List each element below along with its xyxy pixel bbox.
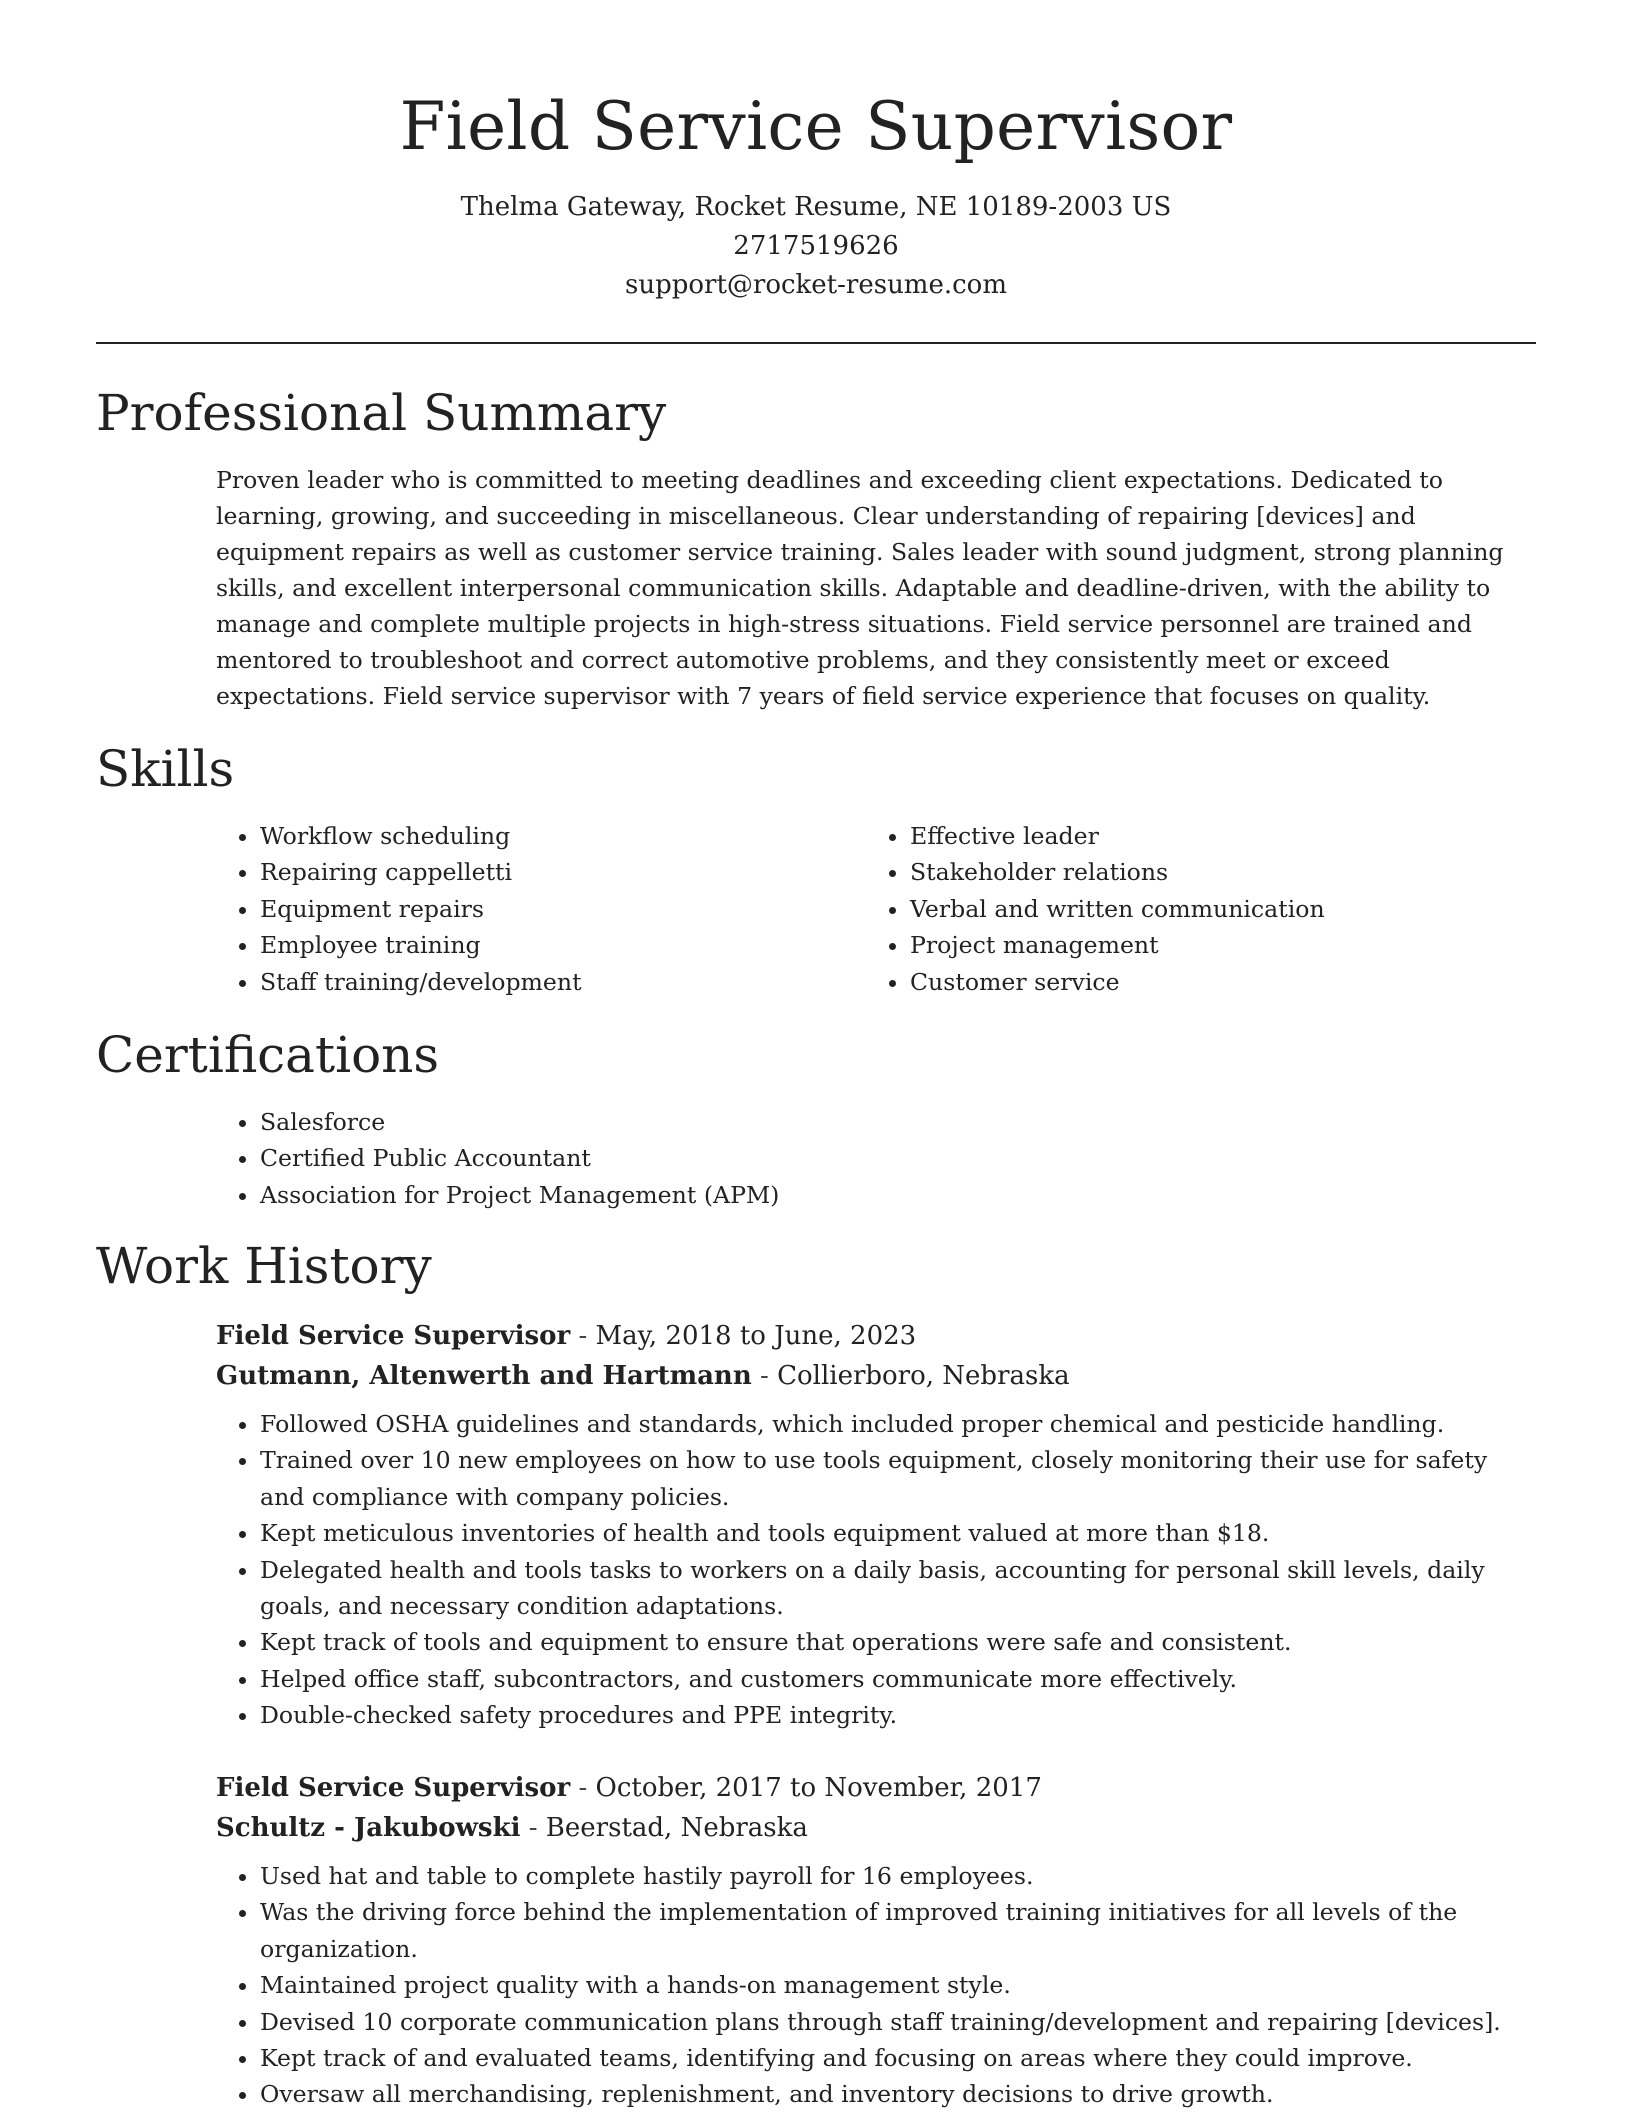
job-bullet: • Was the driving force behind the implementation of improved training initiatives for all levels of the organization. <box>260 1894 1538 1967</box>
separator: - <box>578 1321 596 1351</box>
candidate-name: Field Service Supervisor <box>399 88 1233 165</box>
separator: - <box>578 1773 596 1803</box>
job-dates: October, 2017 to November, 2017 <box>595 1773 1042 1803</box>
contact-email: support@rocket-resume.com <box>624 270 1007 300</box>
job-company: Schultz - Jakubowski <box>216 1813 521 1843</box>
job-title: Field Service Supervisor <box>216 1321 571 1351</box>
certification-item: • Certified Public Accountant <box>260 1140 1516 1176</box>
job-bullets <box>216 1858 1538 2112</box>
job-company: Gutmann, Altenwerth and Hartmann <box>216 1361 752 1391</box>
job-title-line <box>216 1316 1538 1356</box>
skill-item: • Equipment repairs <box>260 891 856 927</box>
section-title-work-history: Work History <box>96 1237 432 1295</box>
skill-item: • Staff training/development <box>260 964 856 1000</box>
separator: - <box>528 1813 546 1843</box>
skill-item: • Stakeholder relations <box>910 854 1506 890</box>
resume-header <box>0 0 1632 305</box>
job-bullet: • Kept track of tools and equipment to ensure that operations were safe and consistent. <box>260 1624 1538 1660</box>
section-title-skills: Skills <box>96 740 235 798</box>
summary-text: Proven leader who is committed to meeting deadlines and exceeding client expectations. Dedicated to learning, growing, and succeeding in miscellaneous. Clear understanding of repairing [devices] and equipment repairs as well as customer service training. Sales leader with sound judgment, strong planning skills, and excellent interpersonal communication skills. Adaptable and deadline-driven, with the ability to manage and complete multiple projects in high-stress situations. Field service personnel are trained and mentored to troubleshoot and correct automotive problems, and they consistently meet or exceed expectations. Field service supervisor with 7 years of field service experience that focuses on quality. <box>216 466 1504 710</box>
skill-item: • Employee training <box>260 927 856 963</box>
skills-column-left <box>216 818 856 1000</box>
job-title: Field Service Supervisor <box>216 1773 571 1803</box>
job-dates: May, 2018 to June, 2023 <box>595 1321 917 1351</box>
header-divider <box>96 342 1536 344</box>
job-bullet: • Kept meticulous inventories of health and tools equipment valued at more than $18. <box>260 1515 1538 1551</box>
certification-item: • Salesforce <box>260 1104 1516 1140</box>
skill-item: • Project management <box>910 927 1506 963</box>
job-bullet: • Double-checked safety procedures and PPE integrity. <box>260 1697 1538 1733</box>
job-bullet: • Devised 10 corporate communication plans through staff training/development and repairing [devices]. <box>260 2004 1538 2040</box>
job-bullet: • Maintained project quality with a hands-on management style. <box>260 1967 1538 2003</box>
contact-address: Thelma Gateway, Rocket Resume, NE 10189-2003 US <box>460 192 1172 222</box>
job-bullet: • Delegated health and tools tasks to workers on a daily basis, accounting for personal skill levels, daily goals, and necessary condition adaptations. <box>260 1552 1538 1625</box>
contact-info <box>0 188 1632 305</box>
separator: - <box>760 1361 778 1391</box>
contact-phone: 2717519626 <box>733 231 899 261</box>
job-entry <box>216 1768 1538 2112</box>
job-location: Beerstad, Nebraska <box>545 1813 808 1843</box>
certification-item: • Association for Project Management (APM) <box>260 1177 1516 1213</box>
skill-item: • Effective leader <box>910 818 1506 854</box>
job-company-line <box>216 1808 1538 1848</box>
section-title-summary: Professional Summary <box>96 384 667 442</box>
job-company-line <box>216 1356 1538 1396</box>
job-entry <box>216 1316 1538 1734</box>
skill-item: • Repairing cappelletti <box>260 854 856 890</box>
job-bullet: • Followed OSHA guidelines and standards, which included proper chemical and pesticide handling. <box>260 1406 1538 1442</box>
job-location: Collierboro, Nebraska <box>777 1361 1070 1391</box>
job-bullet: • Oversaw all merchandising, replenishment, and inventory decisions to drive growth. <box>260 2076 1538 2112</box>
job-title-line <box>216 1768 1538 1808</box>
skill-item: • Customer service <box>910 964 1506 1000</box>
skill-item: • Workflow scheduling <box>260 818 856 854</box>
job-bullet: • Trained over 10 new employees on how to use tools equipment, closely monitoring their use for safety and compliance with company policies. <box>260 1442 1538 1515</box>
job-bullets <box>216 1406 1538 1734</box>
section-title-certifications: Certifications <box>96 1026 440 1084</box>
certifications-list <box>216 1104 1516 1213</box>
job-bullet: • Kept track of and evaluated teams, identifying and focusing on areas where they could improve. <box>260 2040 1538 2076</box>
skill-item: • Verbal and written communication <box>910 891 1506 927</box>
job-bullet: • Used hat and table to complete hastily payroll for 16 employees. <box>260 1858 1538 1894</box>
job-bullet: • Helped office staff, subcontractors, and customers communicate more effectively. <box>260 1661 1538 1697</box>
skills-column-right <box>866 818 1506 1000</box>
